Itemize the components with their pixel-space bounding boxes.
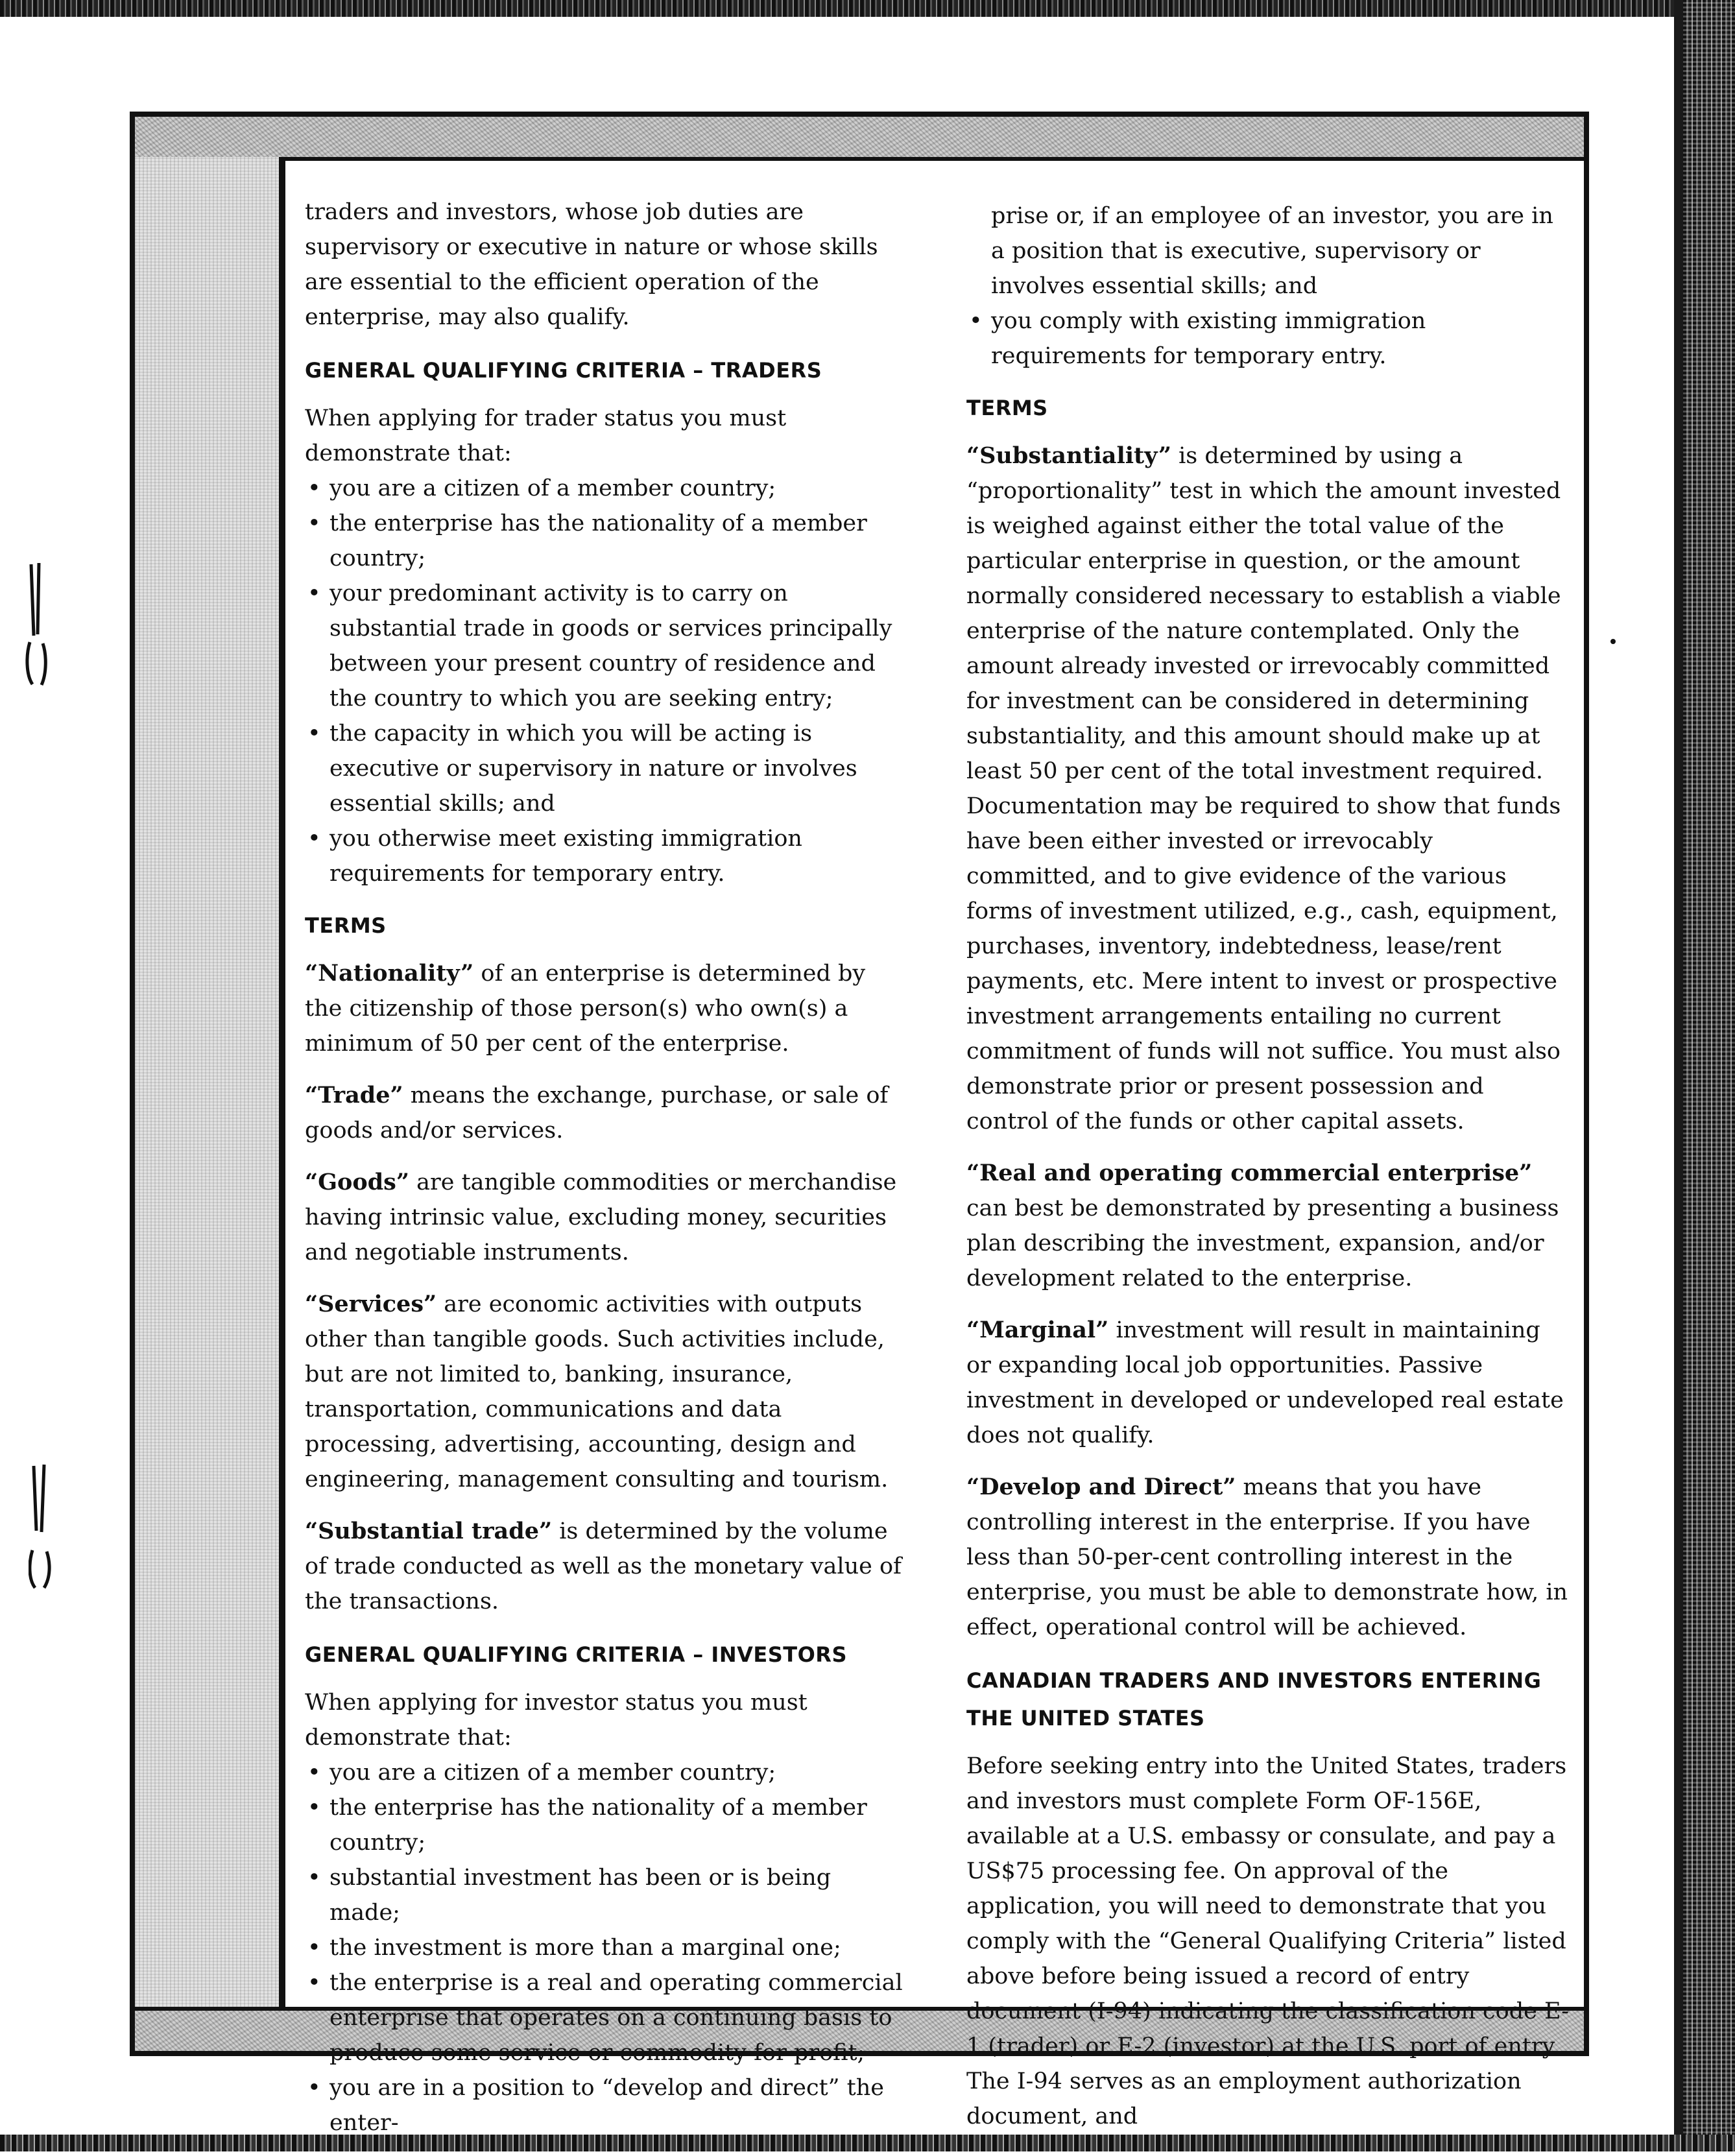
term-marginal <box>966 1313 1570 1453</box>
term-definition: investment will result in maintaining or expanding local job opportunities. Passive investment in developed or undeveloped real estate does not qualify. <box>966 1317 1564 1448</box>
list-item: • you are a citizen of a member country; <box>305 1755 908 1790</box>
binder-mark-upper <box>25 558 51 688</box>
canadian-heading <box>966 1662 1570 1737</box>
scan-speck <box>1610 639 1616 644</box>
term-develop-direct <box>966 1470 1570 1645</box>
list-item: • the enterprise has the nationality of a member country; <box>305 506 908 576</box>
list-item: • the enterprise is a real and operating commercial enterprise that operates on a continuing basis to produce some service or commodity for profit; <box>305 1965 908 2070</box>
binder-mark-lower <box>29 1459 54 1589</box>
term-definition: is determined by using a “proportionality” test in which the amount invested is weighed against either the total value of the particular enterprise in question, or the amount normally considered necessary to establish a viable enterprise of the nature contemplated. Only the amount already invested or irrevocably committed for investment can be considered in determining substantiality, and this amount should make up at least 50 per cent of the total investment required. Documentation may be required to show that funds have been either invested or irrevocably committed, and to give evidence of the various forms of investment utilized, e.g., cash, equipment, purchases, inventory, indebtedness, lease/rent payments, etc. Mere intent to invest or prospective investment arrangements entailing no current commitment of funds will not suffice. You must also demonstrate prior or present possession and control of the funds or other capital assets. <box>966 443 1561 1134</box>
term-label: “Services” <box>305 1291 437 1317</box>
scan-edge-right <box>1674 0 1683 2151</box>
list-item: • you are in a position to “develop and direct” the enter- <box>305 2070 908 2140</box>
traders-lead: When applying for trader status you must demonstrate that: <box>305 405 787 466</box>
term-real-operating-enterprise <box>966 1156 1570 1296</box>
term-label: “Substantiality” <box>966 442 1171 469</box>
investors-heading: GENERAL QUALIFYING CRITERIA – INVESTORS <box>305 1642 847 1667</box>
term-nationality <box>305 956 908 1061</box>
term-label: “Goods” <box>305 1169 410 1195</box>
scan-noise-right <box>1683 0 1735 2151</box>
header-band <box>135 117 1584 161</box>
canadian-heading-line2: THE UNITED STATES <box>966 1706 1205 1731</box>
list-item: • the enterprise has the nationality of a member country; <box>305 1790 908 1860</box>
sidebar-band <box>135 157 285 2011</box>
scan-noise-top <box>0 0 1735 17</box>
terms-heading: TERMS <box>305 913 387 938</box>
intro-paragraph: traders and investors, whose job duties are supervisory or executive in nature or whose skills are essential to the efficient operation of the enterprise, may also qualify. <box>305 199 878 330</box>
term-services <box>305 1287 908 1497</box>
term-trade <box>305 1078 908 1148</box>
term-label: “Nationality” <box>305 960 474 987</box>
list-item: • you comply with existing immigration requirements for temporary entry. <box>966 304 1570 374</box>
term-definition: can best be demonstrated by presenting a business plan describing the investment, expansion, and/or development related to the enterprise. <box>966 1195 1559 1291</box>
list-item: • your predominant activity is to carry on substantial trade in goods or services principally between your present country of residence and the country to which you are seeking entry; <box>305 576 908 716</box>
left-column <box>305 195 908 2156</box>
term-label: “Develop and Direct” <box>966 1474 1236 1500</box>
list-item: • you are a citizen of a member country; <box>305 471 908 506</box>
term-label: “Marginal” <box>966 1317 1109 1343</box>
term-goods <box>305 1165 908 1270</box>
continued-list <box>966 304 1570 374</box>
term-label: “Real and operating commercial enterprise” <box>966 1160 1533 1186</box>
terms-heading: TERMS <box>966 396 1048 420</box>
term-definition: of an enterprise is determined by the citizenship of those person(s) who own(s) a minimum of 50 per cent of the enterprise. <box>305 961 866 1057</box>
term-substantiality <box>966 438 1570 1139</box>
traders-heading: GENERAL QUALIFYING CRITERIA – TRADERS <box>305 358 822 383</box>
term-definition: means that you have controlling interest in the enterprise. If you have less than 50-per-cent controlling interest in the enterprise, you must be able to demonstrate how, in effect, operational control will be achieved. <box>966 1474 1568 1640</box>
term-definition: are economic activities with outputs other than tangible goods. Such activities include, but are not limited to, banking, insurance, transportation, communications and data processing, advertising, accounting, design and engineering, management consulting and tourism. <box>305 1291 889 1492</box>
term-definition: is determined by the volume of trade conducted as well as the monetary value of the transactions. <box>305 1518 902 1614</box>
term-label: “Substantial trade” <box>305 1518 553 1544</box>
canadian-paragraph: Before seeking entry into the United States, traders and investors must complete Form OF-156E, available at a U.S. embassy or consulate, and pay a US$75 processing fee. On approval of the application, you will need to demonstrate that you comply with the “General Qualifying Criteria” listed above before being issued a record of entry document (I-94) indicating the classification code E-1 (trader) or E-2 (investor) at the U.S. port of entry. The I-94 serves as an employment authorization document, and <box>966 1753 1569 2129</box>
list-item: • you otherwise meet existing immigration requirements for temporary entry. <box>305 821 908 891</box>
list-item: • the investment is more than a marginal one; <box>305 1930 908 1965</box>
traders-criteria-list <box>305 471 908 891</box>
investors-criteria-list <box>305 1755 908 2140</box>
term-label: “Trade” <box>305 1082 403 1108</box>
right-column <box>966 198 1570 2151</box>
term-definition: are tangible commodities or merchandise having intrinsic value, excluding money, securities and negotiable instruments. <box>305 1169 897 1265</box>
investors-lead: When applying for investor status you must demonstrate that: <box>305 1690 808 1751</box>
term-definition: means the exchange, purchase, or sale of goods and/or services. <box>305 1083 889 1144</box>
continued-text: prise or, if an employee of an investor, you are in a position that is executive, supervisory or involves essential skills; and <box>991 203 1553 299</box>
list-item: • substantial investment has been or is being made; <box>305 1860 908 1930</box>
list-item: • the capacity in which you will be acting is executive or supervisory in nature or involves essential skills; and <box>305 716 908 821</box>
canadian-heading-line1: CANADIAN TRADERS AND INVESTORS ENTERING <box>966 1668 1542 1693</box>
term-substantial-trade <box>305 1514 908 1619</box>
